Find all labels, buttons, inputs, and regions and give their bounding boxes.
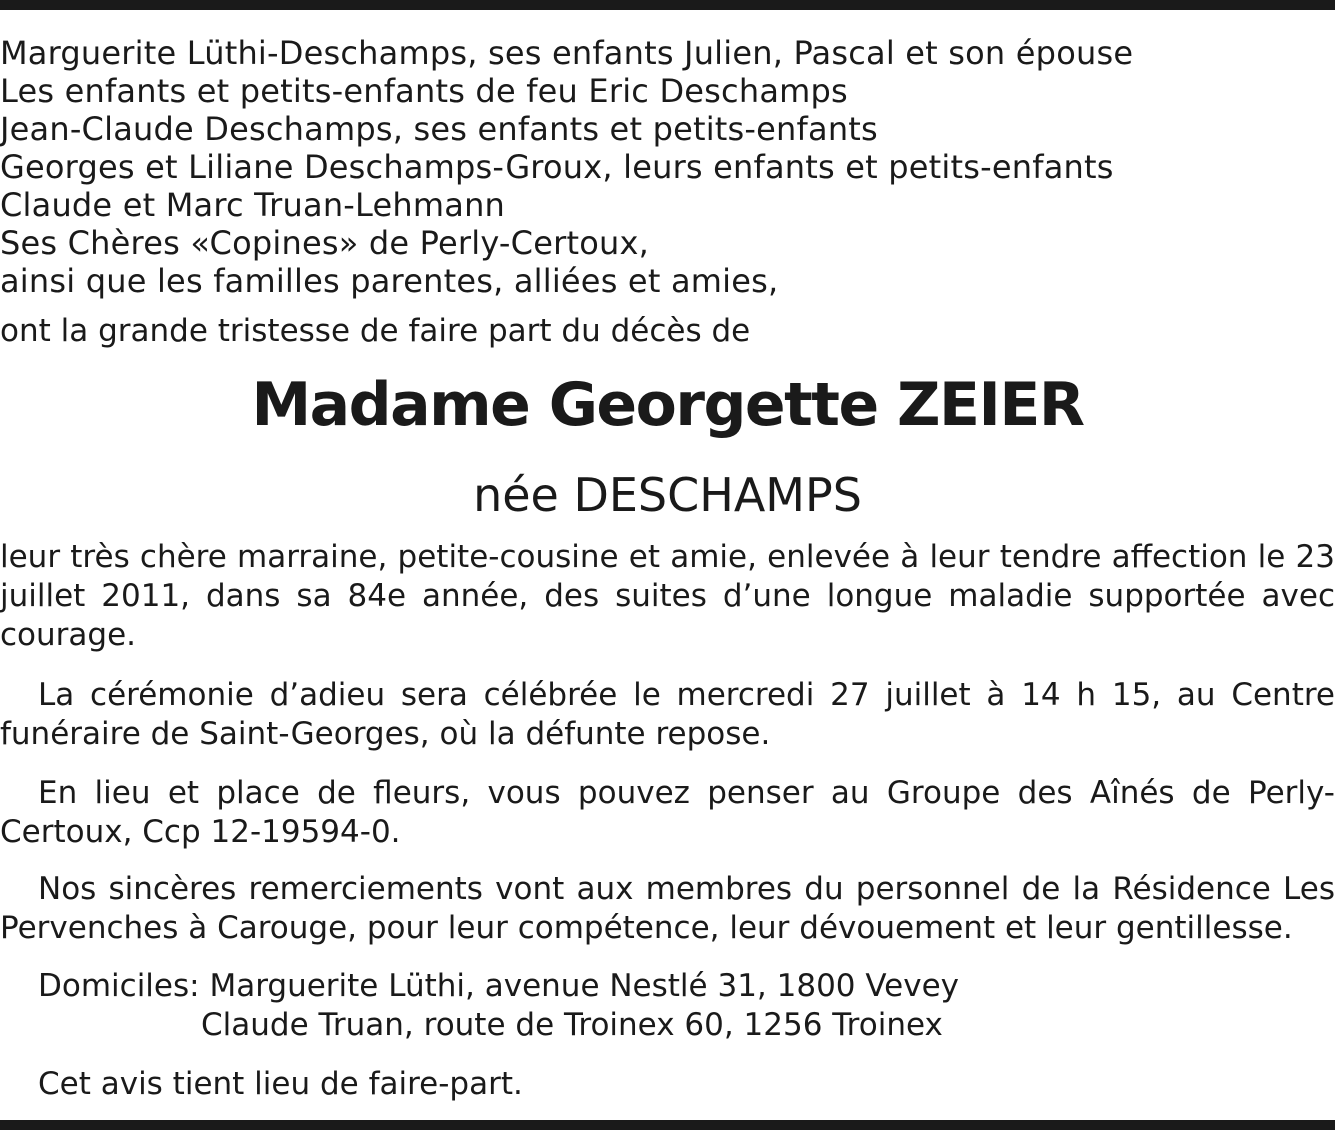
family-line-6: Ses Chères «Copines» de Perly-Certoux, xyxy=(0,224,649,262)
domiciles-block xyxy=(38,967,959,1006)
announcement-line: ont la grande tristesse de faire part du décès de xyxy=(0,313,751,349)
family-line-5: Claude et Marc Truan-Lehmann xyxy=(0,186,506,224)
bottom-border-rule xyxy=(0,1120,1335,1130)
family-line-2: Les enfants et petits-enfants de feu Eric Deschamps xyxy=(0,72,848,110)
top-border-rule xyxy=(0,0,1335,10)
deceased-maiden-name: née DESCHAMPS xyxy=(473,468,862,522)
domicile-address-1: Marguerite Lüthi, avenue Nestlé 31, 1800 Vevey xyxy=(209,968,960,1004)
family-line-7: ainsi que les familles parentes, alliées et amies, xyxy=(0,262,779,300)
donations-paragraph: En lieu et place de fleurs, vous pouvez penser au Groupe des Aînés de Perly-Certoux, Ccp 12-19594-0. xyxy=(0,775,1335,850)
ceremony-paragraph: La cérémonie d’adieu sera célébrée le mercredi 27 juillet à 14 h 15, au Centre funéraire de Saint-Georges, où la défunte repose. xyxy=(0,677,1335,752)
tribute-paragraph: leur très chère marraine, petite-cousine et amie, enlevée à leur tendre affection le 23 juillet 2011, dans sa 84e année, des suites d’une longue maladie supportée avec courage. xyxy=(0,539,1335,653)
deceased-name: Madame Georgette ZEIER xyxy=(251,370,1084,440)
family-line-1: Marguerite Lüthi-Deschamps, ses enfants Julien, Pascal et son épouse xyxy=(0,34,1134,72)
domicile-address-2: Claude Truan, route de Troinex 60, 1256 Troinex xyxy=(201,1007,943,1043)
family-line-4: Georges et Liliane Deschamps-Groux, leurs enfants et petits-enfants xyxy=(0,148,1114,186)
domiciles-label: Domiciles: xyxy=(38,968,200,1004)
family-line-3: Jean-Claude Deschamps, ses enfants et petits-enfants xyxy=(0,110,878,148)
thanks-paragraph: Nos sincères remerciements vont aux membres du personnel de la Résidence Les Pervenches à Carouge, pour leur compétence, leur dévouement et leur gentillesse. xyxy=(0,871,1335,946)
closing-line: Cet avis tient lieu de faire-part. xyxy=(38,1066,523,1102)
